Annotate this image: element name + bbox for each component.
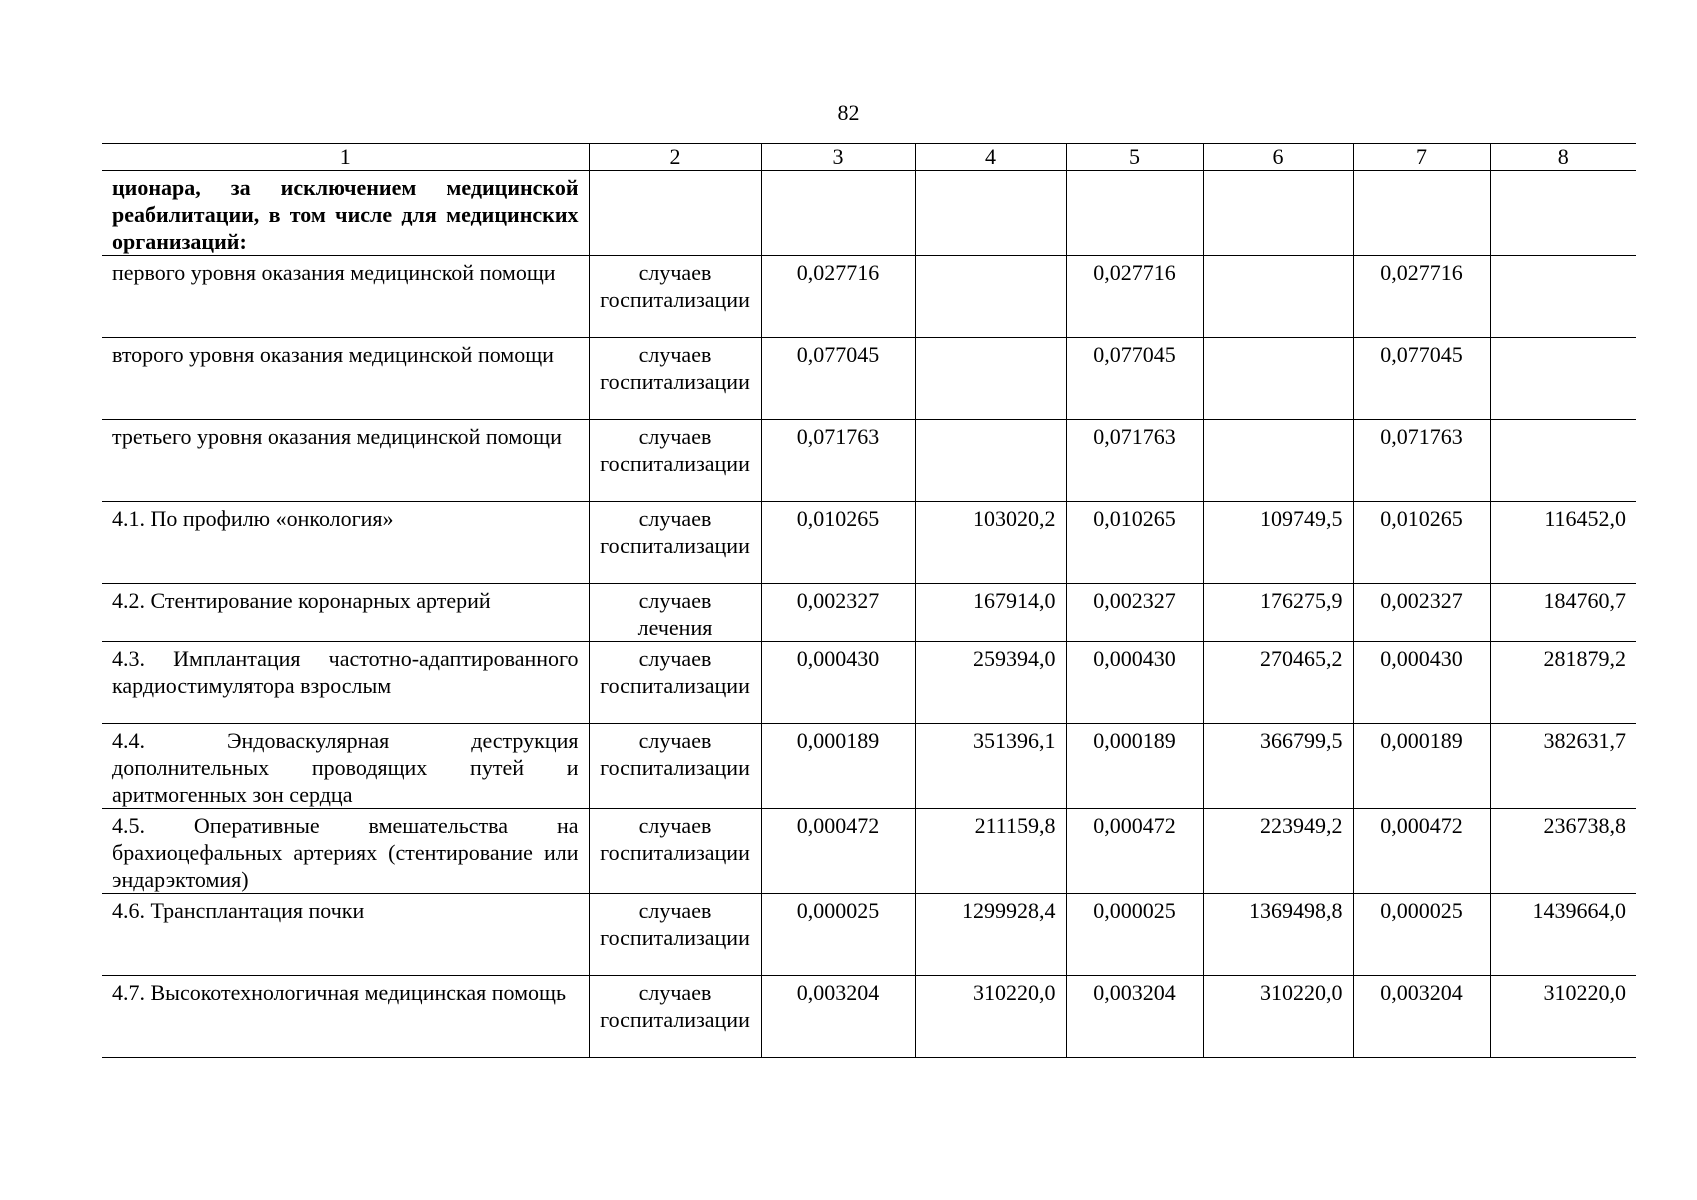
value-cell [915,338,1066,420]
value-cell: 0,010265 [1066,502,1203,584]
value-cell: 223949,2 [1203,809,1353,894]
page-number: 82 [837,100,860,125]
value-cell: 0,000472 [1353,809,1490,894]
unit-cell: случаев госпитализации [589,809,761,894]
column-number-header: 6 [1203,144,1353,171]
value-cell: 0,027716 [1066,256,1203,338]
unit-cell: случаев госпитализации [589,976,761,1058]
value-cell: 236738,8 [1490,809,1636,894]
table-row [102,502,1636,584]
value-cell [915,420,1066,502]
data-table [102,143,1636,1058]
row-name-cell: 4.4. Эндоваскулярная деструкция дополнительных проводящих путей и аритмогенных зон сердца [102,724,589,809]
table-row [102,894,1636,976]
value-cell: 0,002327 [1353,584,1490,642]
value-cell: 270465,2 [1203,642,1353,724]
value-cell: 0,000472 [1066,809,1203,894]
value-cell: 167914,0 [915,584,1066,642]
value-cell [1353,171,1490,256]
row-name-cell: 4.7. Высокотехнологичная медицинская помощь [102,976,589,1058]
table-row [102,809,1636,894]
value-cell: 0,071763 [1353,420,1490,502]
value-cell [1490,171,1636,256]
unit-cell: случаев лечения [589,584,761,642]
value-cell: 0,002327 [1066,584,1203,642]
row-name-cell: второго уровня оказания медицинской помощи [102,338,589,420]
row-name-cell: 4.5. Оперативные вмешательства на брахиоцефальных артериях (стентирование или эндарэктомия) [102,809,589,894]
value-cell: 211159,8 [915,809,1066,894]
column-number-header: 4 [915,144,1066,171]
row-name-cell: первого уровня оказания медицинской помощи [102,256,589,338]
value-cell: 366799,5 [1203,724,1353,809]
table-row [102,171,1636,256]
value-cell: 0,027716 [1353,256,1490,338]
value-cell: 281879,2 [1490,642,1636,724]
value-cell [1203,420,1353,502]
value-cell: 0,027716 [761,256,915,338]
column-number-header: 5 [1066,144,1203,171]
value-cell: 0,000025 [761,894,915,976]
value-cell: 259394,0 [915,642,1066,724]
column-number-header: 1 [102,144,589,171]
value-cell: 0,071763 [761,420,915,502]
value-cell: 1439664,0 [1490,894,1636,976]
value-cell: 0,003204 [761,976,915,1058]
value-cell: 0,003204 [1066,976,1203,1058]
value-cell: 0,000189 [761,724,915,809]
value-cell [1203,256,1353,338]
value-cell: 116452,0 [1490,502,1636,584]
value-cell: 0,000025 [1353,894,1490,976]
unit-cell: случаев госпитализации [589,724,761,809]
value-cell: 0,010265 [1353,502,1490,584]
row-name-cell: 4.3. Имплантация частотно-адаптированного кардиостимулятора взрослым [102,642,589,724]
column-number-header: 2 [589,144,761,171]
value-cell [915,171,1066,256]
value-cell [1066,171,1203,256]
value-cell: 382631,7 [1490,724,1636,809]
table-row [102,724,1636,809]
table-row [102,338,1636,420]
value-cell [1490,256,1636,338]
unit-cell: случаев госпитализации [589,894,761,976]
value-cell [915,256,1066,338]
row-name-cell: ционара, за исключением медицинской реабилитации, в том числе для медицинских организаций: [102,171,589,256]
value-cell: 0,010265 [761,502,915,584]
value-cell [1490,420,1636,502]
value-cell: 0,000025 [1066,894,1203,976]
column-number-header: 3 [761,144,915,171]
value-cell: 0,077045 [1066,338,1203,420]
value-cell: 176275,9 [1203,584,1353,642]
unit-cell: случаев госпитализации [589,420,761,502]
value-cell: 310220,0 [915,976,1066,1058]
value-cell: 351396,1 [915,724,1066,809]
value-cell: 0,002327 [761,584,915,642]
value-cell: 0,000430 [761,642,915,724]
value-cell: 0,000472 [761,809,915,894]
value-cell [1203,338,1353,420]
value-cell: 0,000430 [1066,642,1203,724]
value-cell [761,171,915,256]
column-number-row [102,144,1636,171]
value-cell: 0,071763 [1066,420,1203,502]
unit-cell: случаев госпитализации [589,642,761,724]
value-cell: 0,077045 [761,338,915,420]
row-name-cell: 4.6. Трансплантация почки [102,894,589,976]
table-row [102,976,1636,1058]
row-name-cell: третьего уровня оказания медицинской помощи [102,420,589,502]
value-cell: 0,077045 [1353,338,1490,420]
value-cell: 0,000189 [1353,724,1490,809]
value-cell [1203,171,1353,256]
column-number-header: 7 [1353,144,1490,171]
value-cell: 310220,0 [1490,976,1636,1058]
unit-cell: случаев госпитализации [589,338,761,420]
value-cell: 109749,5 [1203,502,1353,584]
row-name-cell: 4.1. По профилю «онкология» [102,502,589,584]
value-cell [1490,338,1636,420]
table-row [102,642,1636,724]
value-cell: 0,000189 [1066,724,1203,809]
value-cell: 1369498,8 [1203,894,1353,976]
value-cell: 0,003204 [1353,976,1490,1058]
table-row [102,256,1636,338]
column-number-header: 8 [1490,144,1636,171]
table-row [102,584,1636,642]
unit-cell [589,171,761,256]
unit-cell: случаев госпитализации [589,256,761,338]
row-name-cell: 4.2. Стентирование коронарных артерий [102,584,589,642]
table-row [102,420,1636,502]
value-cell: 1299928,4 [915,894,1066,976]
value-cell: 103020,2 [915,502,1066,584]
value-cell: 184760,7 [1490,584,1636,642]
value-cell: 0,000430 [1353,642,1490,724]
unit-cell: случаев госпитализации [589,502,761,584]
value-cell: 310220,0 [1203,976,1353,1058]
